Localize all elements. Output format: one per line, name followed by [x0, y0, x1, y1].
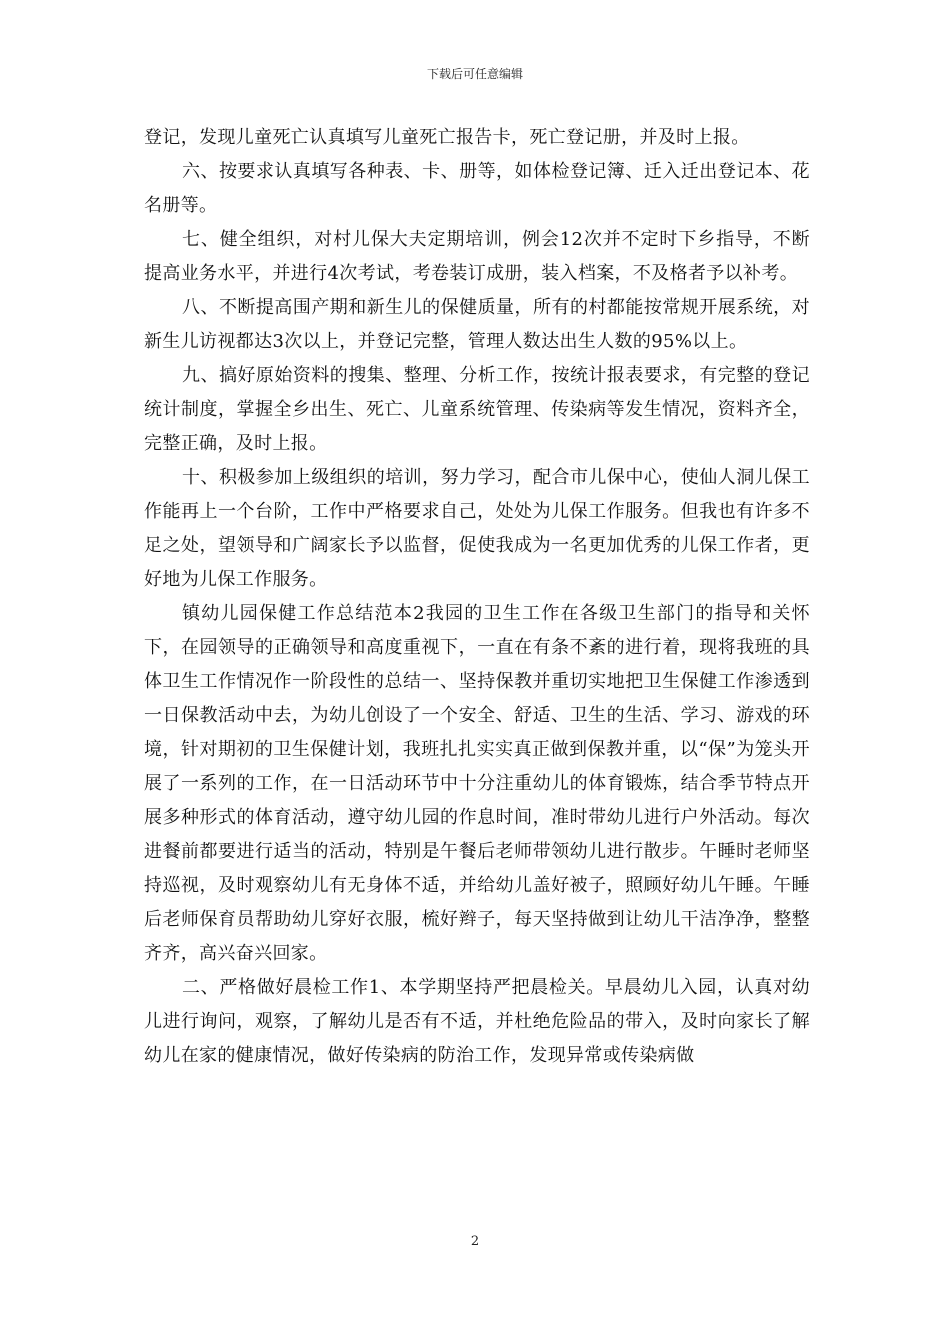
paragraph-item-10: 十、积极参加上级组织的培训，努力学习，配合市儿保中心，使仙人洞儿保工作能再上一个台阶，工作中严格要求自己，处处为儿保工作服务。但我也有许多不足之处，望领导和广阔家长予以监督，促使我成为一名更加优秀的儿保工作者，更好地为儿保工作服务。	[144, 467, 810, 590]
page-header: 下载后可任意编辑	[426, 67, 523, 81]
document-body	[144, 121, 810, 1073]
paragraph-morning-check: 二、严格做好晨检工作1、本学期坚持严把晨检关。早晨幼儿入园，认真对幼儿进行询问，观察，了解幼儿是否有不适，并杜绝危险品的带入，及时向家长了解幼儿在家的健康情况，做好传染病的防治工作，发现异常或传染病做	[144, 977, 810, 1066]
paragraph-item-7: 七、健全组织，对村儿保大夫定期培训，例会12次并不定时下乡指导，不断提高业务水平，并进行4次考试，考卷装订成册，装入档案，不及格者予以补考。	[144, 229, 810, 284]
paragraph-continuation: 登记，发现儿童死亡认真填写儿童死亡报告卡，死亡登记册，并及时上报。	[144, 127, 750, 148]
paragraph-summary-sample-2: 镇幼儿园保健工作总结范本2我园的卫生工作在各级卫生部门的指导和关怀下，在园领导的正确领导和高度重视下，一直在有条不紊的进行着，现将我班的具体卫生工作情况作一阶段性的总结一、坚持保教并重切实地把卫生保健工作渗透到一日保教活动中去，为幼儿创设了一个安全、舒适、卫生的生活、学习、游戏的环境，针对期初的卫生保健计划，我班扎扎实实真正做到保教并重，以“保”为笼头开展了一系列的工作，在一日活动环节中十分注重幼儿的体育锻炼，结合季节特点开展多种形式的体育活动，遵守幼儿园的作息时间，准时带幼儿进行户外活动。每次进餐前都要进行适当的活动，特别是午餐后老师带领幼儿进行散步。午睡时老师坚持巡视，及时观察幼儿有无身体不适，并给幼儿盖好被子，照顾好幼儿午睡。午睡后老师保育员帮助幼儿穿好衣服，梳好辫子，每天坚持做到让幼儿干洁净净，整整齐齐，高兴奋兴回家。	[144, 603, 810, 964]
paragraph-item-9: 九、搞好原始资料的搜集、整理、分析工作，按统计报表要求，有完整的登记统计制度，掌握全乡出生、死亡、儿童系统管理、传染病等发生情况，资料齐全，完整正确，及时上报。	[144, 365, 810, 454]
page-number: 2	[470, 1234, 480, 1249]
paragraph-item-8: 八、不断提高围产期和新生儿的保健质量，所有的村都能按常规开展系统，对新生儿访视都达3次以上，并登记完整，管理人数达出生人数的95%以上。	[144, 297, 810, 352]
paragraph-item-6: 六、按要求认真填写各种表、卡、册等，如体检登记簿、迁入迁出登记本、花名册等。	[144, 161, 810, 216]
